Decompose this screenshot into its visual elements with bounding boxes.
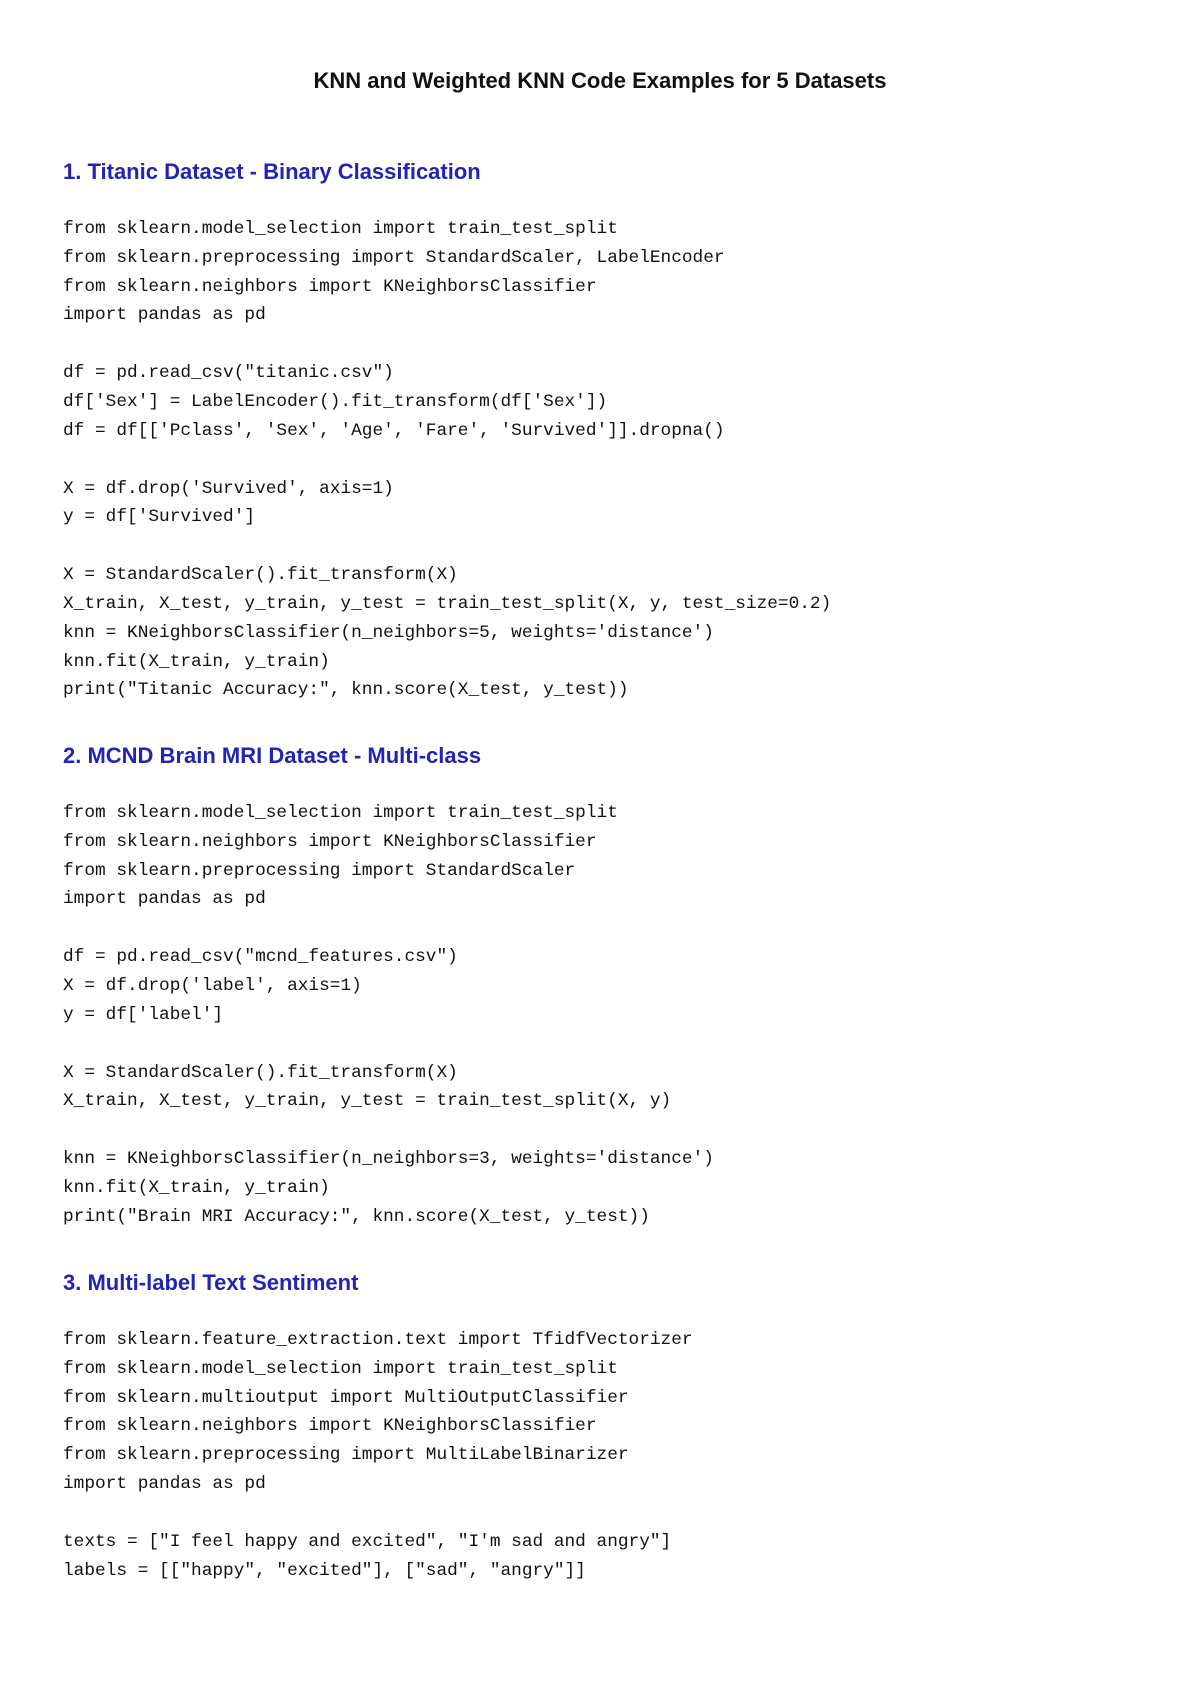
code-line: texts = ["I feel happy and excited", "I'm sad and angry"] xyxy=(63,1531,672,1552)
code-line: import pandas as pd xyxy=(63,305,266,326)
code-line: from sklearn.neighbors import KNeighborsClassifier xyxy=(63,1416,597,1437)
code-line: from sklearn.neighbors import KNeighborsClassifier xyxy=(63,276,597,297)
document-title: KNN and Weighted KNN Code Examples for 5 Datasets xyxy=(313,68,887,93)
code-line: X = StandardScaler().fit_transform(X) xyxy=(63,1062,458,1083)
code-group xyxy=(63,1528,1143,1586)
section-text-sentiment xyxy=(63,1268,1143,1585)
section-heading: 3. Multi-label Text Sentiment xyxy=(63,1270,359,1295)
code-line: from sklearn.feature_extraction.text import TfidfVectorizer xyxy=(63,1330,693,1350)
code-line: from sklearn.neighbors import KNeighborsClassifier xyxy=(63,831,597,852)
code-line: y = df['Survived'] xyxy=(63,507,256,528)
code-line: df = pd.read_csv("titanic.csv") xyxy=(63,363,394,384)
code-group xyxy=(63,1145,1143,1231)
code-line: print("Titanic Accuracy:", knn.score(X_test, y_test)) xyxy=(63,680,629,701)
code-line: import pandas as pd xyxy=(63,1473,266,1494)
code-line: from sklearn.preprocessing import StandardScaler, LabelEncoder xyxy=(63,247,725,268)
code-line: from sklearn.preprocessing import MultiLabelBinarizer xyxy=(63,1445,629,1466)
code-line: labels = [["happy", "excited"], ["sad", "angry"]] xyxy=(63,1560,586,1581)
section-titanic xyxy=(63,157,1143,705)
code-line: from sklearn.multioutput import MultiOutputClassifier xyxy=(63,1387,629,1408)
code-group xyxy=(63,215,1143,330)
code-group xyxy=(63,359,1143,445)
code-block xyxy=(63,799,1143,1232)
code-line: from sklearn.model_selection import train_test_split xyxy=(63,803,618,823)
code-line: X = df.drop('Survived', axis=1) xyxy=(63,478,394,499)
code-line: knn = KNeighborsClassifier(n_neighbors=5, weights='distance') xyxy=(63,622,714,643)
code-group xyxy=(63,1059,1143,1117)
code-line: X_train, X_test, y_train, y_test = train_test_split(X, y) xyxy=(63,1091,672,1112)
code-line: knn.fit(X_train, y_train) xyxy=(63,651,330,672)
code-group xyxy=(63,1326,1143,1499)
code-line: import pandas as pd xyxy=(63,889,266,910)
section-heading: 2. MCND Brain MRI Dataset - Multi-class xyxy=(63,743,482,768)
code-line: y = df['label'] xyxy=(63,1004,224,1025)
code-group xyxy=(63,475,1143,533)
code-line: knn = KNeighborsClassifier(n_neighbors=3, weights='distance') xyxy=(63,1149,714,1170)
code-line: X = df.drop('label', axis=1) xyxy=(63,975,362,996)
code-line: df = df[['Pclass', 'Sex', 'Age', 'Fare', 'Survived']].dropna() xyxy=(63,420,725,441)
code-line: from sklearn.model_selection import train_test_split xyxy=(63,1358,618,1379)
code-line: df['Sex'] = LabelEncoder().fit_transform(df['Sex']) xyxy=(63,391,608,412)
code-line: X = StandardScaler().fit_transform(X) xyxy=(63,565,458,586)
code-line: df = pd.read_csv("mcnd_features.csv") xyxy=(63,947,458,968)
code-line: from sklearn.preprocessing import StandardScaler xyxy=(63,860,576,881)
code-group xyxy=(63,561,1143,705)
code-line: from sklearn.model_selection import train_test_split xyxy=(63,219,618,239)
code-line: print("Brain MRI Accuracy:", knn.score(X_test, y_test)) xyxy=(63,1206,650,1227)
code-block xyxy=(63,1326,1143,1585)
code-line: X_train, X_test, y_train, y_test = train_test_split(X, y, test_size=0.2) xyxy=(63,593,832,614)
code-group xyxy=(63,943,1143,1029)
code-group xyxy=(63,799,1143,914)
code-block xyxy=(63,215,1143,705)
section-brain-mri xyxy=(63,741,1143,1232)
code-line: knn.fit(X_train, y_train) xyxy=(63,1177,330,1198)
section-heading: 1. Titanic Dataset - Binary Classification xyxy=(63,159,481,184)
